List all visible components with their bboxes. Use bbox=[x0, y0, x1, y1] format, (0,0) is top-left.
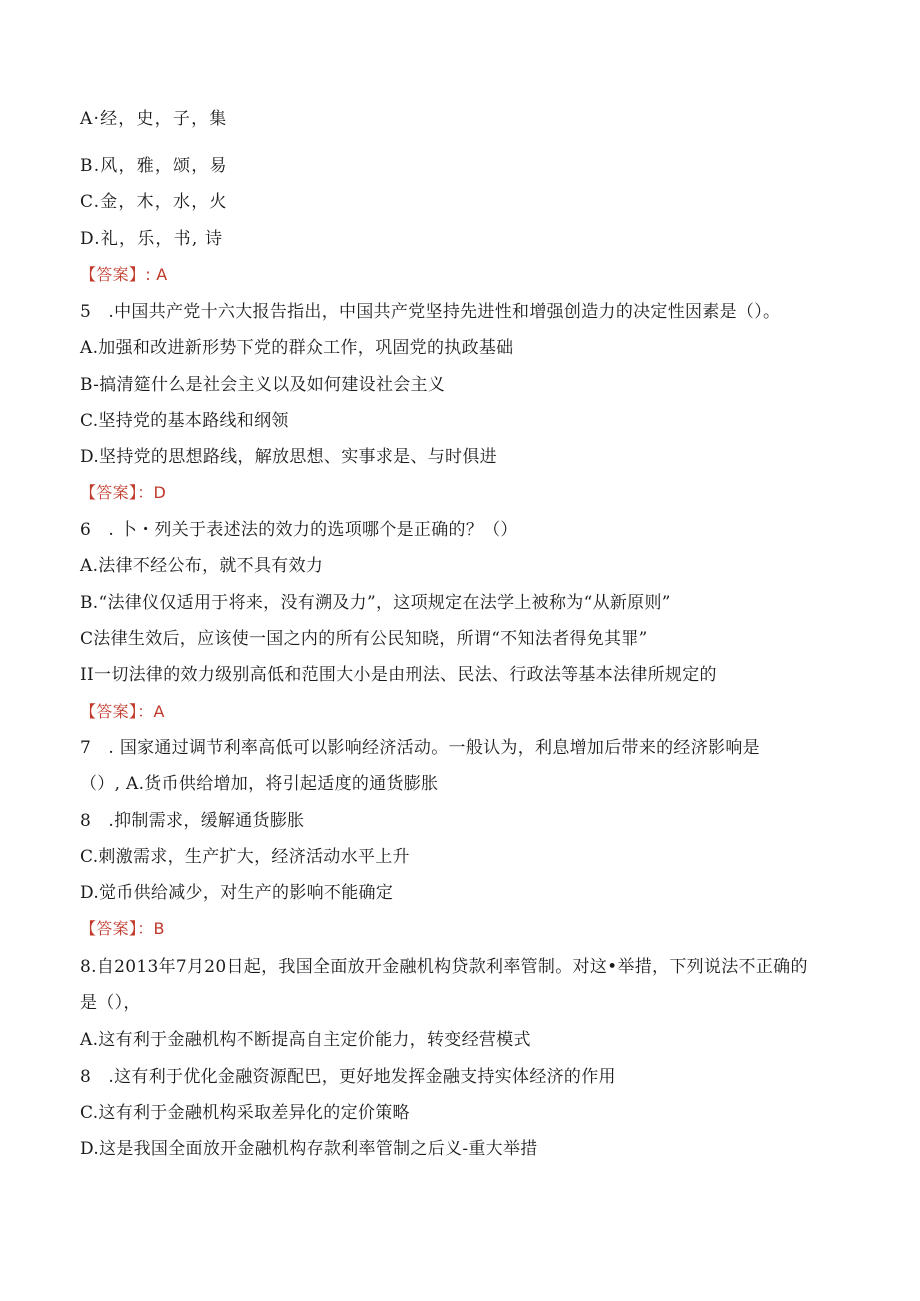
question-7-continued: （）, A.货币供给增加，将引起适度的通货膨胀 bbox=[80, 774, 439, 794]
answer-label: 【答案】：D bbox=[80, 483, 167, 502]
option-b: 8 .这有利于优化金融资源配巴，更好地发挥金融支持实体经济的作用 bbox=[80, 1067, 616, 1087]
option-c: C.坚持党的基本路线和纲领 bbox=[80, 411, 289, 431]
answer-label: 【答案】：B bbox=[80, 919, 165, 938]
option-d: D.觉币供给减少，对生产的影响不能确定 bbox=[80, 883, 394, 903]
option-c: C.金，木，水，火 bbox=[80, 192, 228, 212]
option-a: A.加强和改进新形势下党的群众工作，巩固党的执政基础 bbox=[80, 338, 514, 358]
option-d: D.礼，乐，书, 诗 bbox=[80, 229, 224, 249]
option-c: C.这有利于金融机构采取差异化的定价策略 bbox=[80, 1103, 410, 1123]
option-c: C法律生效后，应该使一国之内的所有公民知晓，所谓“不知法者得免其罪” bbox=[80, 629, 648, 649]
option-a: A.这有利于金融机构不断提高自主定价能力，转变经营模式 bbox=[80, 1030, 531, 1050]
option-a: A.法律不经公布，就不具有效力 bbox=[80, 556, 324, 576]
option-d: II一切法律的效力级别高低和范围大小是由刑法、民法、行政法等基本法律所规定的 bbox=[80, 665, 717, 685]
option-b: B-搞清筵什么是社会主义以及如何建设社会主义 bbox=[80, 375, 446, 395]
question-8: 8.自2013年7月20日起，我国全面放开金融机构贷款利率管制。对这•举措，下列说法不正确的 bbox=[80, 957, 808, 977]
option-c: C.刺激需求，生产扩大，经济活动水平上升 bbox=[80, 847, 410, 867]
question-8-continued: 是（）， bbox=[80, 993, 141, 1013]
option-d: D.坚持党的思想路线，解放思想、实事求是、与时俱进 bbox=[80, 447, 497, 467]
option-d: D.这是我国全面放开金融机构存款利率管制之后义-重大举措 bbox=[80, 1139, 538, 1159]
answer-label: 【答案】: A bbox=[80, 265, 168, 284]
option-b: 8 .抑制需求，缓解通货膨胀 bbox=[80, 811, 305, 831]
question-7: 7 . 国家通过调节利率高低可以影响经济活动。一般认为，利息增加后带来的经济影响是 bbox=[80, 738, 760, 758]
question-6: 6 . 卜・列关于表述法的效力的选项哪个是正确的？（） bbox=[80, 520, 518, 540]
question-5: 5 .中国共产党十六大报告指出，中国共产党坚持先进性和增强创造力的决定性因素是（）。 bbox=[80, 302, 781, 322]
option-b: B.“法律仪仅适用于将来，没有溯及力”，这项规定在法学上被称为“从新原则” bbox=[80, 593, 671, 613]
option-b: B.风，雅，颂，易 bbox=[80, 156, 228, 176]
answer-label: 【答案】：A bbox=[80, 702, 165, 721]
option-a: A·经，史，子，集 bbox=[80, 109, 228, 129]
